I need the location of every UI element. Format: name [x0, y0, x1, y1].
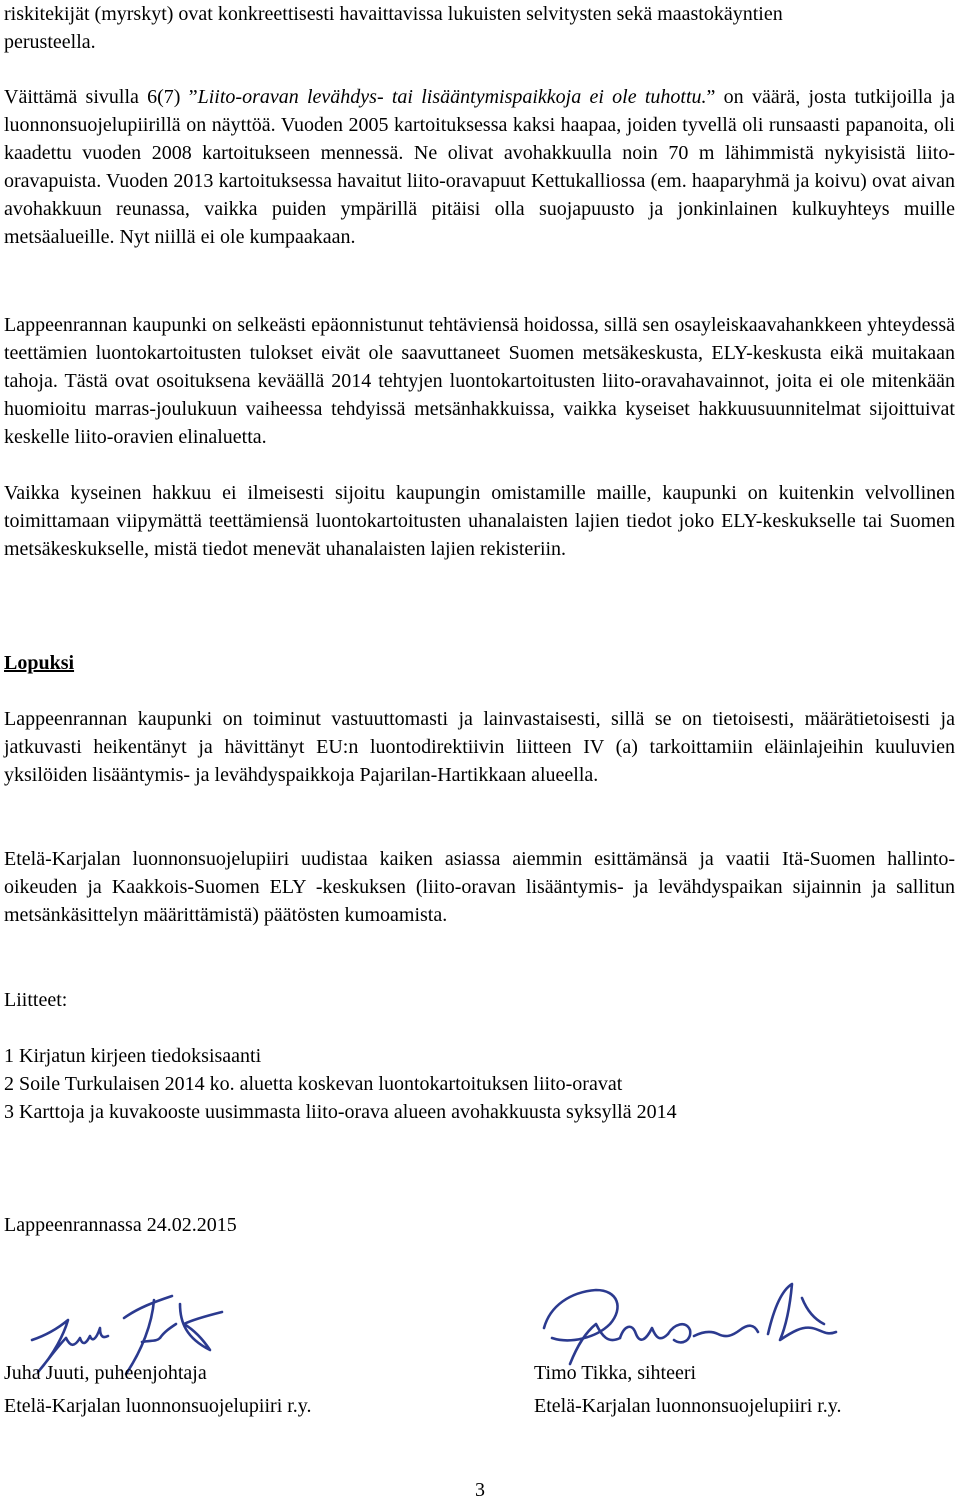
- signatory-2-name: Timo Tikka, sihteeri: [534, 1362, 697, 1384]
- paragraph-2-rest: ” on väärä, josta tutkijoilla ja luonnonsuojelupiirillä on näyttöä. Vuoden 2005 kartoituksessa kaksi haapaa, joiden tyvellä oli runsaasti papanoita, oli kaadettu vuoden 2008 kartoitukseen mennessä. Ne olivat avohakkuulla noin 70 m lähimmistä nykyisistä liito-oravapuista. Vuoden 2013 kartoituksessa havaitut liito-oravapuut Kettukalliossa (em. haaparyhmä ja koivu) ovat aivan avohakkuun reunassa, vaikka puiden ympärillä pitäisi olla suojapuusto ja jonkinlainen kulkuyhteys muille metsäalueille. Nyt niillä ei ole kumpaakaan.: [4, 86, 955, 248]
- attachment-item: 1 Kirjatun kirjeen tiedoksisaanti: [4, 1045, 262, 1067]
- signatory-2-org: Etelä-Karjalan luonnonsuojelupiiri r.y.: [534, 1395, 842, 1417]
- paragraph-5: Lappeenrannan kaupunki on toiminut vastuuttomasti ja lainvastaisesti, sillä se on tietoisesti, määrätietoisesti ja jatkuvasti heikentänyt ja hävittänyt EU:n luontodirektiivin liitteen IV (a) tarkoittamiin eläinlajeihin kuuluvien yksilöiden lisääntymis- ja levähdyspaikkoja Pajarilan-Hartikkaan alueella.: [4, 708, 955, 786]
- paragraph-3: Lappeenrannan kaupunki on selkeästi epäonnistunut tehtäviensä hoidossa, sillä sen osayleiskaavahankkeen yhteydessä teettämien luontokartoitusten tulokset eivät ole saavuttaneet Suomen metsäkeskusta, ELY-keskusta eikä muitakaan tahoja. Tästä ovat osoituksena keväällä 2014 tehtyjen luontokartoitusten liito-oravahavainnot, joita ei ole mitenkään huomioitu marras-joulukuun vaiheessa tehdyissä metsänhakkuissa, vaikka kyseiset hakkuusuunnitelmat sijoittuivat keskelle liito-oravien elinaluetta.: [4, 314, 955, 448]
- signatory-1-org: Etelä-Karjalan luonnonsuojelupiiri r.y.: [4, 1395, 312, 1417]
- paragraph-2: [4, 83, 955, 251]
- signatory-1-name: Juha Juuti, puheenjohtaja: [4, 1362, 207, 1384]
- paragraph-6: Etelä-Karjalan luonnonsuojelupiiri uudistaa kaiken asiassa aiemmin esittämänsä ja vaatii Itä-Suomen hallinto-oikeuden ja Kaakkois-Suomen ELY -keskuksen (liito-oravan lisääntymis- ja levähdyspaikan sijainnin ja sallitun metsänkäsittelyn määrittämistä) päätösten kumoamista.: [4, 848, 955, 926]
- paragraph-2-prefix: Väittämä sivulla 6(7) ”: [4, 86, 198, 108]
- attachment-item: 3 Karttoja ja kuvakooste uusimmasta liito-orava alueen avohakkuusta syksyllä 2014: [4, 1101, 677, 1123]
- section-heading: Lopuksi: [4, 652, 75, 674]
- attachment-item: 2 Soile Turkulaisen 2014 ko. aluetta koskevan luontokartoituksen liito-oravat: [4, 1073, 623, 1095]
- place-date: Lappeenrannassa 24.02.2015: [4, 1214, 237, 1236]
- page-number: 3: [475, 1479, 485, 1501]
- paragraph-1-line-2: perusteella.: [4, 31, 96, 53]
- attachments-label: Liitteet:: [4, 989, 68, 1011]
- paragraph-2-quote: Liito-oravan levähdys- tai lisääntymispaikkoja ei ole tuhottu.: [197, 86, 707, 108]
- paragraph-1-line-1: riskitekijät (myrskyt) ovat konkreettisesti havaittavissa lukuisten selvitysten sekä maastokäyntien: [4, 3, 783, 25]
- paragraph-4: Vaikka kyseinen hakkuu ei ilmeisesti sijoitu kaupungin omistamille maille, kaupunki on kuitenkin velvollinen toimittamaan viipymättä teettämiensä luontokartoitusten uhanalaisten lajien tiedot joko ELY-keskukselle tai Suomen metsäkeskukselle, mistä tiedot menevät uhanalaisten lajien rekisteriin.: [4, 482, 955, 560]
